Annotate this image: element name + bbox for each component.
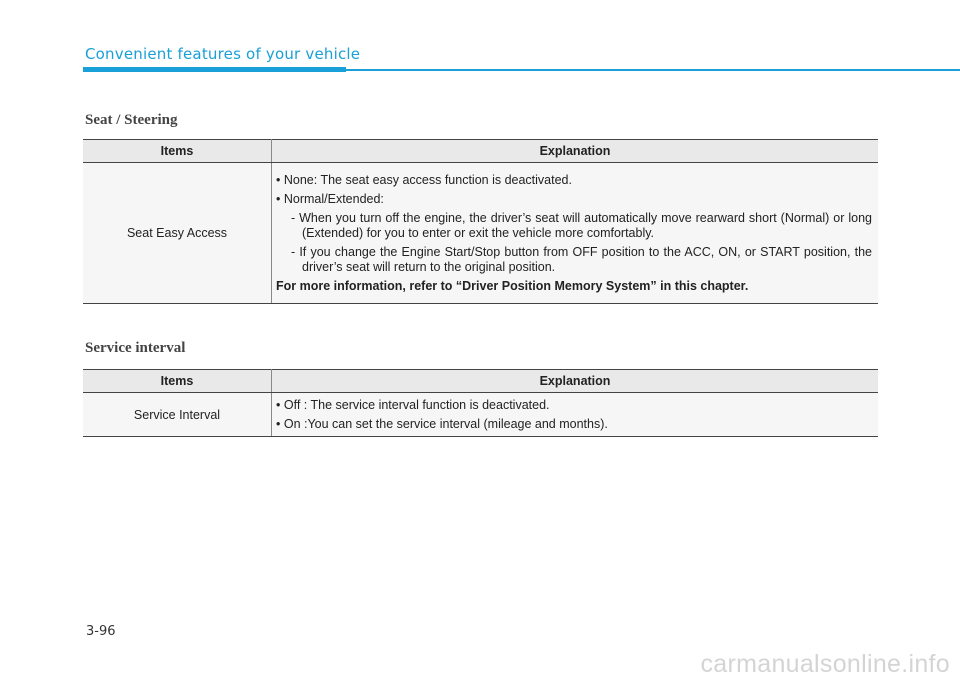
table-header-row (83, 140, 878, 163)
reference-note: For more information, refer to “Driver Position Memory System” in this chapter. (276, 278, 749, 293)
sub-item-start-stop: - If you change the Engine Start/Stop button from OFF position to the ACC, ON, or START position, the driver’s seat will return to the original position. (291, 244, 872, 274)
table-row (83, 393, 878, 437)
section-heading-service-interval: Service interval (85, 340, 186, 356)
explanation-cell (272, 393, 879, 437)
seat-steering-table (83, 139, 878, 304)
section-heading-seat-steering: Seat / Steering (85, 112, 178, 128)
column-header-explanation: Explanation (272, 140, 879, 163)
item-cell: Seat Easy Access (83, 163, 272, 304)
service-interval-table (83, 369, 878, 437)
bullet-off: • Off : The service interval function is deactivated. (276, 397, 550, 412)
header-accent-bar (83, 67, 346, 72)
column-header-items: Items (83, 370, 272, 393)
table-row (83, 163, 878, 304)
page-header-title: Convenient features of your vehicle (85, 45, 361, 63)
table-header-row (83, 370, 878, 393)
sub-item-engine-off: - When you turn off the engine, the driver’s seat will automatically move rearward short (Normal) or long (Extended) for you to enter or exit the vehicle more comfortably. (291, 210, 872, 240)
explanation-cell (272, 163, 879, 304)
column-header-items: Items (83, 140, 272, 163)
bullet-normal-extended: • Normal/Extended: (276, 191, 384, 206)
watermark: carmanualsonline.info (700, 650, 950, 678)
bullet-none: • None: The seat easy access function is deactivated. (276, 172, 572, 187)
header-rule (346, 69, 960, 71)
item-cell: Service Interval (83, 393, 272, 437)
page-number: 3-96 (86, 624, 116, 639)
bullet-on: • On :You can set the service interval (mileage and months). (276, 416, 608, 431)
column-header-explanation: Explanation (272, 370, 879, 393)
